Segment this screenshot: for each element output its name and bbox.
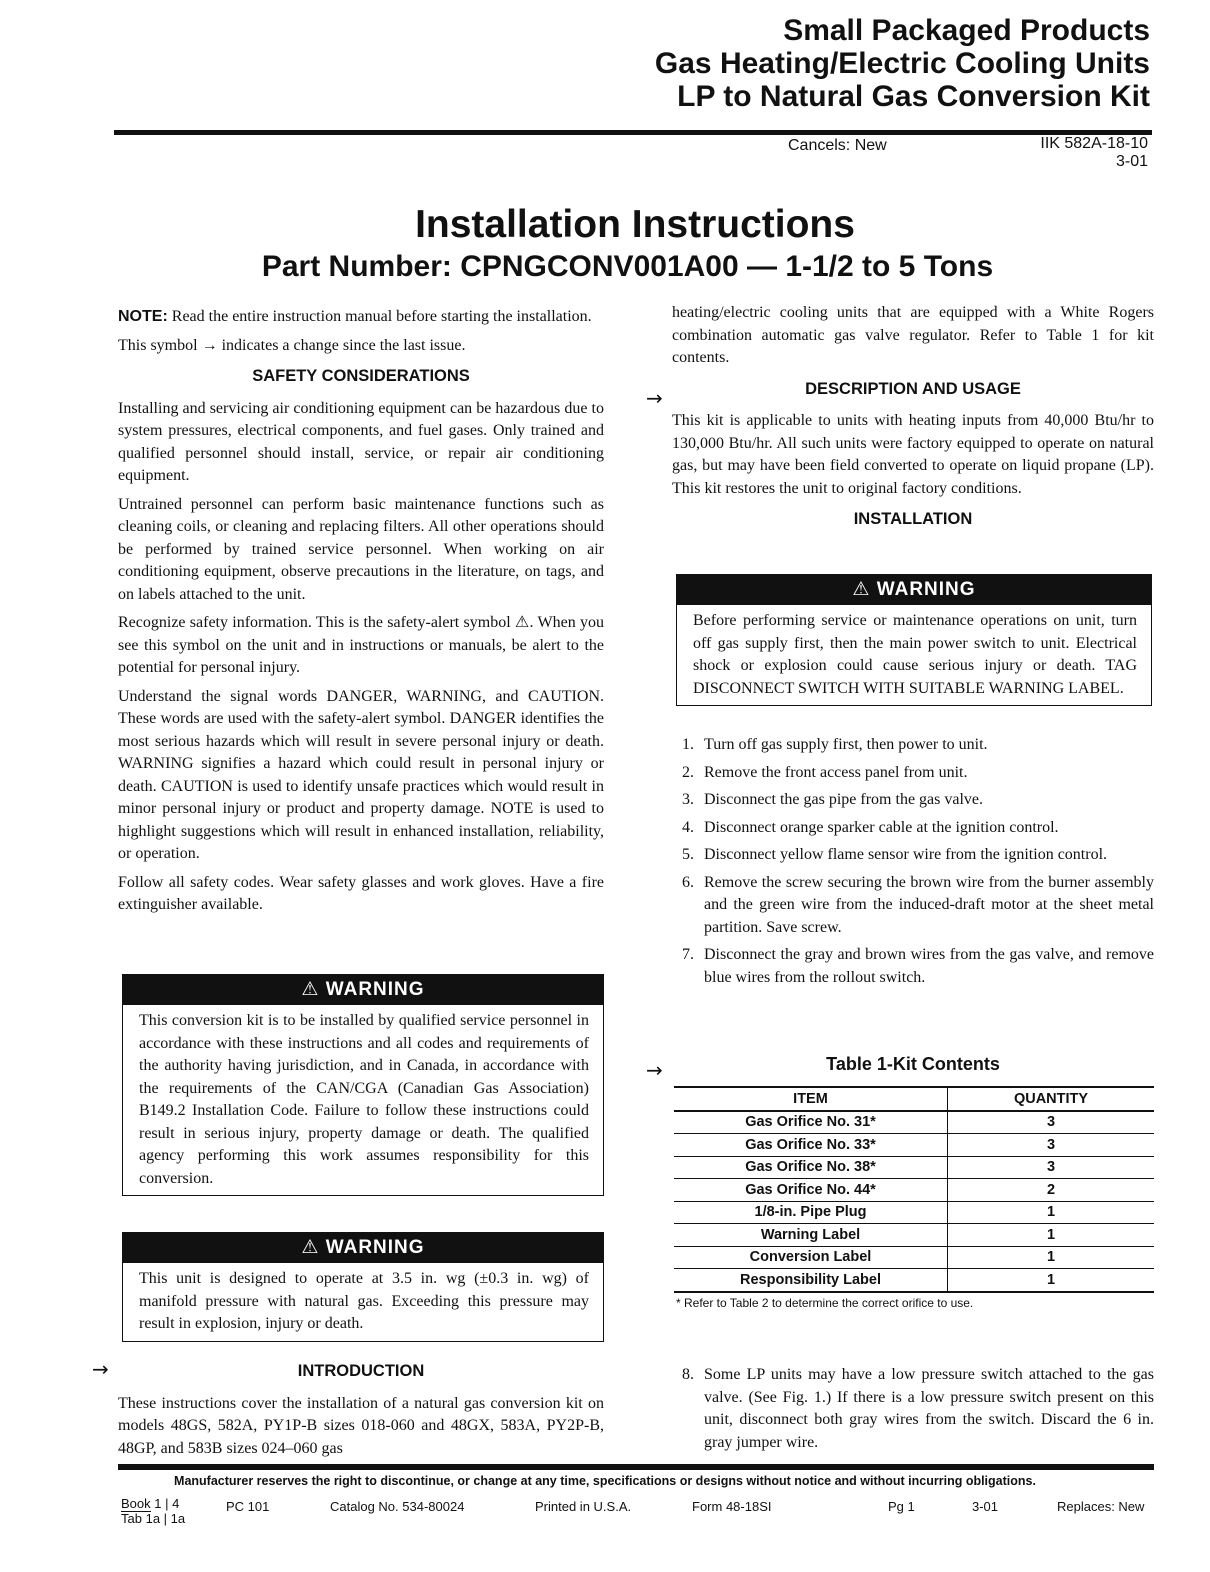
kit-contents-table xyxy=(674,1086,1154,1293)
safety-heading: SAFETY CONSIDERATIONS xyxy=(252,367,470,385)
footer-notice: Manufacturer reserves the right to discontinue, or change at any time, specifications or designs without notice and without incurring obligations. xyxy=(174,1474,1036,1488)
page-title xyxy=(0,200,1210,284)
step-number: 5. xyxy=(682,846,694,863)
step-text: Some LP units may have a low pressure switch attached to the gas valve. (See Fig. 1.) If there is a low pressure switch present on this unit, disconnect both gray wires from the switch. Discard the 6 in. gray jumper wire. xyxy=(704,1366,1154,1451)
item-cell: 1/8-in. Pipe Plug xyxy=(674,1201,948,1224)
note-label: NOTE: xyxy=(118,308,168,325)
printed-in: Printed in U.S.A. xyxy=(535,1499,632,1514)
safety-paragraph: Untrained personnel can perform basic maintenance functions such as cleaning coils, or cleaning and replacing filters. All other operations should be performed by trained service personnel. When working on air conditioning equipment, observe precautions in the literature, on tags, and on labels attached to the unit. xyxy=(118,495,604,603)
safety-paragraph: Understand the signal words DANGER, WARNING, and CAUTION. These words are used with the safety-alert symbol. DANGER identifies the most serious hazards which will result in severe personal injury or death. WARNING signifies a hazard which could result in personal injury or death. CAUTION is used to identify unsafe practices which would result in minor personal injury or product and property damage. NOTE is used to highlight suggestions which will result in enhanced installation, reliability, or operation. xyxy=(118,687,604,862)
right-column xyxy=(672,302,1154,541)
quantity-cell: 1 xyxy=(948,1224,1155,1247)
quantity-cell: 1 xyxy=(948,1246,1155,1269)
item-cell: Responsibility Label xyxy=(674,1269,948,1292)
table-row xyxy=(674,1201,1154,1224)
table-row xyxy=(674,1156,1154,1179)
introduction-continued: heating/electric cooling units that are equipped with a White Rogers combination automatic gas valve regulator. Refer to Table 1 for kit contents. xyxy=(672,304,1154,366)
change-arrow-icon: → xyxy=(646,1058,663,1082)
tab-row xyxy=(121,1511,185,1526)
introduction-section xyxy=(118,1352,604,1466)
table-row xyxy=(674,1224,1154,1247)
header-line-1: Small Packaged Products xyxy=(783,14,1150,47)
list-item xyxy=(672,734,1154,757)
item-cell: Gas Orifice No. 44* xyxy=(674,1179,948,1202)
introduction-heading: INTRODUCTION xyxy=(297,1362,425,1380)
catalog-number: Catalog No. 534-80024 xyxy=(330,1499,465,1514)
tab-label: Tab xyxy=(121,1511,142,1526)
replaces-text: Replaces: New xyxy=(1057,1499,1145,1514)
safety-paragraph: Follow all safety codes. Wear safety glasses and work gloves. Have a fire extinguisher available. xyxy=(118,873,604,913)
product-header xyxy=(655,14,1150,113)
warning-header: ⚠ WARNING xyxy=(123,1233,603,1263)
table-row xyxy=(674,1269,1154,1292)
form-number: Form 48-18SI xyxy=(692,1499,772,1514)
steps-list xyxy=(672,734,1154,989)
symbol-note: This symbol → indicates a change since the last issue. xyxy=(118,336,466,354)
header-line-2: Gas Heating/Electric Cooling Units xyxy=(654,47,1150,80)
list-item xyxy=(672,944,1154,989)
installation-heading: INSTALLATION xyxy=(853,510,973,528)
main-title: Installation Instructions xyxy=(415,203,855,246)
step-8 xyxy=(672,1364,1154,1459)
description-heading: DESCRIPTION AND USAGE xyxy=(805,379,1021,398)
list-item xyxy=(672,817,1154,840)
quantity-cell: 3 xyxy=(948,1134,1155,1157)
quantity-cell: 1 xyxy=(948,1201,1155,1224)
column-header-quantity: QUANTITY xyxy=(948,1087,1155,1111)
table-footnote: * Refer to Table 2 to determine the correct orifice to use. xyxy=(676,1296,974,1310)
document-id: IIK 582A-18-10 xyxy=(1040,135,1148,152)
footer-rule xyxy=(118,1464,1154,1470)
book-row xyxy=(121,1496,185,1511)
note-text: Read the entire instruction manual before starting the installation. xyxy=(167,308,592,325)
warning-text: This unit is designed to operate at 3.5 in. wg (±0.3 in. wg) of manifold pressure with natural gas. Exceeding this pressure may result in explosion, injury or death. xyxy=(139,1270,589,1332)
book-tab-index xyxy=(121,1496,185,1526)
step-number: 3. xyxy=(682,791,694,808)
note-paragraph xyxy=(118,306,604,329)
list-item xyxy=(672,789,1154,812)
description-text: This kit is applicable to units with heating inputs from 40,000 Btu/hr to 130,000 Btu/hr. All such units were factory equipped to operate on natural gas, but may have been field converted to operate on liquid propane (LP). This kit restores the unit to original factory conditions. xyxy=(672,412,1154,497)
step-number: 1. xyxy=(682,736,694,753)
step-text: Disconnect orange sparker cable at the ignition control. xyxy=(704,818,1059,836)
quantity-cell: 2 xyxy=(948,1179,1155,1202)
step-text: Turn off gas supply first, then power to unit. xyxy=(704,736,988,753)
safety-paragraph: Installing and servicing air conditioning equipment can be hazardous due to system pressures, electrical components, and fuel gases. Only trained and qualified personnel should install, service, or repair air conditioning equipment. xyxy=(118,399,604,484)
item-cell: Gas Orifice No. 31* xyxy=(674,1111,948,1134)
installation-steps xyxy=(672,734,1154,994)
warning-box-pressure xyxy=(122,1232,604,1342)
cancels-text: Cancels: New xyxy=(788,137,887,154)
warning-header: ⚠ WARNING xyxy=(123,975,603,1005)
step-number: 2. xyxy=(682,763,694,781)
warning-text: This conversion kit is to be installed by qualified service personnel in accordance with these instructions and all codes and requirements of the authority having jurisdiction, and in Canada, in accordance with the requirements of the CAN/CGA (Canadian Gas Association) B149.2 Installation Code. Failure to follow these instructions could result in serious injury, property damage or death. The qualified agency performing this work assumes responsibility for this conversion. xyxy=(139,1012,589,1187)
table-header-row xyxy=(674,1087,1154,1111)
column-header-item: ITEM xyxy=(674,1087,948,1111)
step-text: Remove the front access panel from unit. xyxy=(704,763,968,781)
item-cell: Gas Orifice No. 33* xyxy=(674,1134,948,1157)
pc-number: PC 101 xyxy=(226,1499,270,1514)
table-row xyxy=(674,1134,1154,1157)
list-item xyxy=(672,1364,1154,1454)
warning-text: Before performing service or maintenance operations on unit, turn off gas supply first, then the main power switch to unit. Electrical shock or explosion could cause serious injury or death. TAG DISCONNECT SWITCH WITH SUITABLE WARNING LABEL. xyxy=(693,612,1137,697)
left-column xyxy=(118,306,604,923)
steps-list-continued xyxy=(672,1364,1154,1454)
step-text: Disconnect the gas pipe from the gas valve. xyxy=(704,791,984,808)
step-number: 4. xyxy=(682,818,694,836)
document-date: 3-01 xyxy=(1115,153,1148,170)
warning-box-power xyxy=(676,574,1152,706)
table-row xyxy=(674,1179,1154,1202)
step-text: Remove the screw securing the brown wire from the burner assembly and the green wire from the induced-draft motor at the sheet metal partition. Save screw. xyxy=(704,873,1154,936)
quantity-cell: 1 xyxy=(948,1269,1155,1292)
list-item xyxy=(672,844,1154,867)
item-cell: Gas Orifice No. 38* xyxy=(674,1156,948,1179)
warning-header: ⚠ WARNING xyxy=(677,575,1151,605)
book-values: 1 | 4 xyxy=(154,1496,180,1511)
safety-paragraph: Recognize safety information. This is the safety-alert symbol ⚠. When you see this symbol on the unit and in instructions or manuals, be alert to the potential for personal injury. xyxy=(118,614,604,676)
table-title: Table 1-Kit Contents xyxy=(826,1054,1000,1074)
step-number: 7. xyxy=(682,946,694,963)
document-number xyxy=(1040,135,1148,171)
change-arrow-icon: → xyxy=(646,386,663,410)
part-number-title: Part Number: CPNGCONV001A00 — 1-1/2 to 5 Tons xyxy=(261,250,994,283)
footer-date: 3-01 xyxy=(972,1499,999,1514)
list-item xyxy=(672,872,1154,940)
item-cell: Warning Label xyxy=(674,1224,948,1247)
step-text: Disconnect the gray and brown wires from the gas valve, and remove blue wires from the rollout switch. xyxy=(704,946,1154,986)
introduction-text: These instructions cover the installation of a natural gas conversion kit on models 48GS, 582A, PY1P-B sizes 018-060 and 48GX, 583A, PY2P-B, 48GP, and 583B sizes 024–060 gas xyxy=(118,1394,604,1457)
page-number: Pg 1 xyxy=(888,1499,915,1514)
tab-values: 1a | 1a xyxy=(145,1511,186,1526)
quantity-cell: 3 xyxy=(948,1111,1155,1134)
step-text: Disconnect yellow flame sensor wire from the ignition control. xyxy=(704,846,1108,863)
table-row xyxy=(674,1246,1154,1269)
header-line-3: LP to Natural Gas Conversion Kit xyxy=(677,80,1150,113)
item-cell: Conversion Label xyxy=(674,1246,948,1269)
table-row xyxy=(674,1111,1154,1134)
book-label: Book xyxy=(121,1496,151,1511)
header-rule xyxy=(114,130,1152,135)
warning-box-installer xyxy=(122,974,604,1196)
change-arrow-icon: → xyxy=(92,1357,109,1381)
step-number: 6. xyxy=(682,873,694,891)
list-item xyxy=(672,762,1154,785)
quantity-cell: 3 xyxy=(948,1156,1155,1179)
step-number: 8. xyxy=(682,1366,694,1383)
